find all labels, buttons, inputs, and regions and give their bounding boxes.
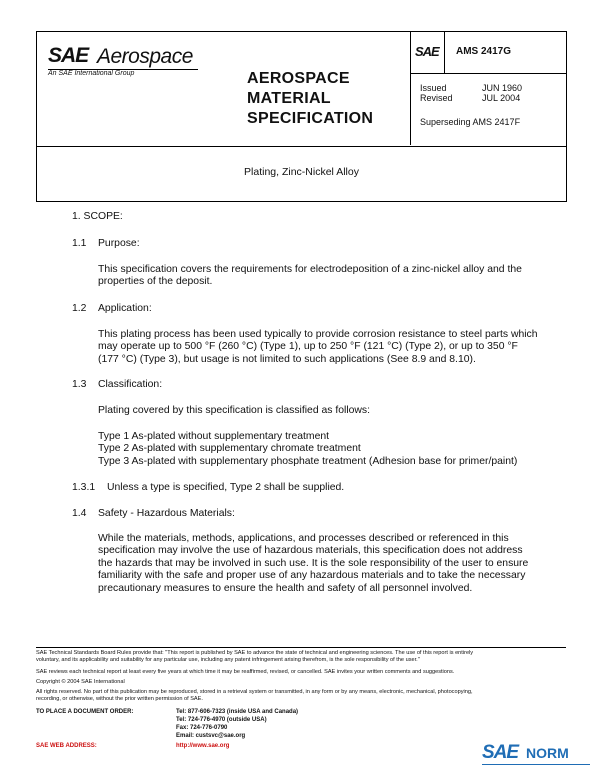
section-1-2-number: 1.2 — [72, 303, 87, 314]
sae-mark-divider — [444, 31, 445, 73]
section-1-3-heading: Classification: — [98, 379, 163, 390]
footer-rule — [36, 647, 566, 648]
body-line: While the materials, methods, applications, and processes described or referenced in this — [98, 533, 509, 544]
body-line: (177 °C) (Type 3), but usage is not limited to such applications (See 8.9 and 8.10). — [98, 353, 476, 365]
sae-mark: SAE — [415, 44, 439, 59]
issued-date: JUN 1960 — [482, 83, 523, 93]
spec-title-line: MATERIAL — [247, 90, 331, 107]
web-url-link[interactable]: http://www.sae.org — [176, 743, 230, 749]
norm-logo-sae: SAE — [482, 742, 519, 763]
issued-label: Issued — [420, 83, 447, 93]
contact-line: Fax: 724-776-0790 — [176, 725, 228, 731]
footer-rights-line: All rights reserved. No part of this publication may be reproduced, stored in a retrieval system or transmitted, in any form or by any means, electronic, mechanical, photocopying, — [36, 689, 473, 695]
norm-logo-rule — [482, 764, 590, 765]
sae-norm-logo — [482, 742, 594, 768]
section-1-4-body — [98, 533, 558, 595]
section-1-4-heading: Safety - Hazardous Materials: — [98, 508, 235, 519]
footer-copyright: Copyright © 2004 SAE International — [36, 679, 125, 685]
body-line: may operate up to 500 °F (260 °C) (Type 1), up to 250 °F (121 °C) (Type 2), or up to 350 °F — [98, 341, 518, 353]
contact-line: Tel: 724-776-4970 (outside USA) — [176, 717, 267, 723]
doc-title: Plating, Zinc-Nickel Alloy — [244, 166, 359, 178]
body-line: familiarity with the safe and proper use of any hazardous materials and to take the necessary — [98, 570, 526, 582]
section-1-3-intro: Plating covered by this specification is classified as follows: — [98, 405, 371, 416]
section-1-3-number: 1.3 — [72, 379, 87, 390]
footer-rules-line: voluntary, and its applicability and suitability for any particular use, including any patent infringement arising therefrom, is the sole responsibility of the user." — [36, 657, 420, 664]
body-line: This specification covers the requirements for electrodeposition of a zinc-nickel alloy and the — [98, 264, 522, 275]
type-line: Type 3 As-plated with supplementary phosphate treatment (Adhesion base for primer/paint) — [98, 455, 518, 467]
section-1-2-body — [98, 329, 558, 366]
spec-title — [247, 69, 407, 129]
order-label: TO PLACE A DOCUMENT ORDER: — [36, 709, 134, 715]
order-contacts — [176, 708, 298, 740]
section-1-1-heading: Purpose: — [98, 238, 140, 249]
logo-aerospace: Aerospace — [97, 45, 193, 68]
superseding-note: Superseding AMS 2417F — [420, 117, 521, 127]
footer-rights — [36, 689, 576, 704]
section-1-4-number: 1.4 — [72, 508, 87, 519]
body-line: This plating process has been used typically to provide corrosion resistance to steel parts which — [98, 329, 538, 340]
section-1-3-types — [98, 431, 558, 468]
type-line: Type 1 As-plated without supplementary treatment — [98, 431, 330, 442]
section-1-3-1-number: 1.3.1 — [72, 482, 96, 493]
logo-tagline: An SAE International Group — [48, 70, 135, 77]
footer-rules — [36, 650, 576, 665]
body-line: the hazards that may be involved in such use. It is the sole responsibility of the user to ensure — [98, 557, 529, 569]
sae-aerospace-logo — [48, 44, 218, 78]
type-line: Type 2 As-plated with supplementary chromate treatment — [98, 443, 361, 455]
contact-line: Tel: 877-606-7323 (inside USA and Canada) — [176, 709, 299, 715]
section-1-1-number: 1.1 — [72, 238, 87, 249]
section-1-3-1-text: Unless a type is specified, Type 2 shall be supplied. — [107, 482, 345, 493]
body-line: precautionary measures to ensure the health and safety of all personnel involved. — [98, 582, 473, 594]
section-1-1-body — [98, 264, 558, 289]
header-divider — [410, 31, 411, 145]
section-1-2-heading: Application: — [98, 303, 152, 314]
norm-logo-word: NORM — [526, 745, 569, 761]
header-number-divider — [410, 73, 566, 74]
spec-title-line: AEROSPACE — [247, 70, 350, 87]
revised-label: Revised — [420, 93, 453, 103]
section-scope: 1. SCOPE: — [72, 211, 123, 222]
revised-date: JUL 2004 — [482, 93, 521, 103]
web-label: SAE WEB ADDRESS: — [36, 743, 97, 749]
contact-line: Email: custsvc@sae.org — [176, 733, 246, 739]
spec-title-line: SPECIFICATION — [247, 110, 374, 127]
footer-rights-line: recording, or otherwise, without the prior written permission of SAE. — [36, 696, 203, 703]
doc-number: AMS 2417G — [456, 46, 512, 57]
logo-sae: SAE — [48, 44, 89, 67]
footer-rules-line: SAE Technical Standards Board Rules provide that: "This report is published by SAE to advance the state of technical and engineering sciences. The use of this report is entirely — [36, 650, 474, 656]
body-line: specification may involve the use of hazardous materials, this specification does not address — [98, 545, 523, 557]
body-line: properties of the deposit. — [98, 276, 213, 288]
footer-review: SAE reviews each technical report at least every five years at which time it may be reaffirmed, revised, or cancelled. SAE invites your written comments and suggestions. — [36, 669, 455, 675]
